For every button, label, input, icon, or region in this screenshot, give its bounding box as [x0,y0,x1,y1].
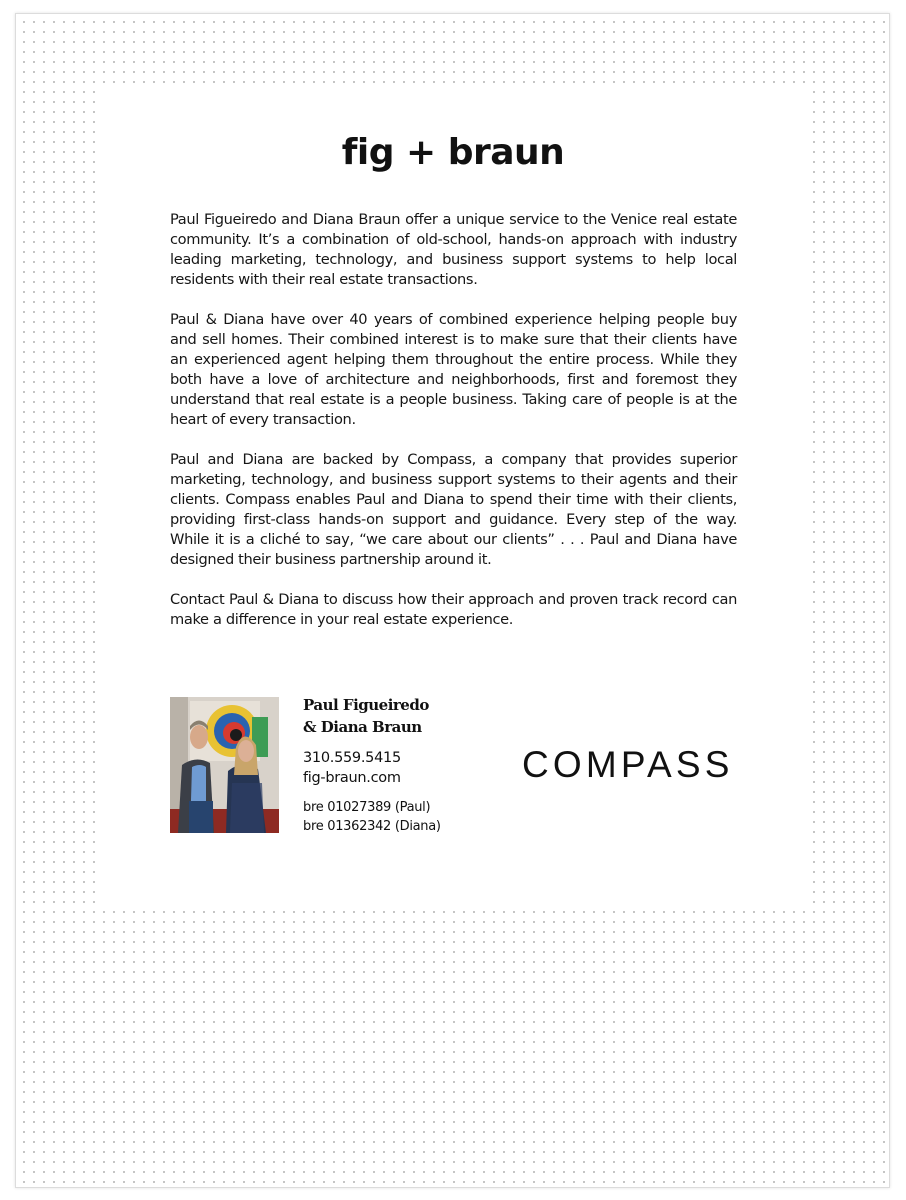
paragraph-intro: Paul Figueiredo and Diana Braun offer a unique service to the Venice real estate community. It’s a combination of old-school, hands-on approach with industry leading marketing, technology, and business support systems to help local residents with their real estate transactions. [170,211,737,288]
contact-details [303,748,503,788]
fig-braun-logo: fig + braun [341,132,565,173]
compass-logo-text: COMPASS [522,745,734,785]
paragraph-contact: Contact Paul & Diana to discuss how their approach and proven track record can make a difference in your real estate experience. [170,591,737,628]
license-diana: bre 01362342 (Diana) [303,819,441,834]
license-numbers [303,798,503,836]
agents-photo [170,697,279,833]
phone-number: 310.559.5415 [303,750,401,766]
agent-name-line-2: & Diana Braun [303,718,422,736]
contact-block [303,694,503,836]
license-paul: bre 01027389 (Paul) [303,800,431,815]
agent-names [303,694,503,738]
paragraph-experience: Paul & Diana have over 40 years of combined experience helping people buy and sell homes. Their combined interest is to make sure that their clients have an experienced agent helping them throughout the entire process. While they both have a love of architecture and neighborhoods, first and foremost they understand that real estate is a people business. Taking care of people is at the heart of every transaction. [170,311,737,428]
agent-name-line-1: Paul Figueiredo [303,696,429,714]
body-copy [170,210,737,650]
website-link[interactable]: fig-braun.com [303,770,401,786]
compass-logo [522,745,742,785]
paragraph-compass: Paul and Diana are backed by Compass, a company that provides superior marketing, technology, and business support systems to their agents and their clients. Compass enables Paul and Diana to spend their time with their clients, providing first-class hands-on support and guidance. Every step of the way. While it is a cliché to say, “we care about our clients” . . . Paul and Diana have designed their business partnership around it. [170,451,737,568]
